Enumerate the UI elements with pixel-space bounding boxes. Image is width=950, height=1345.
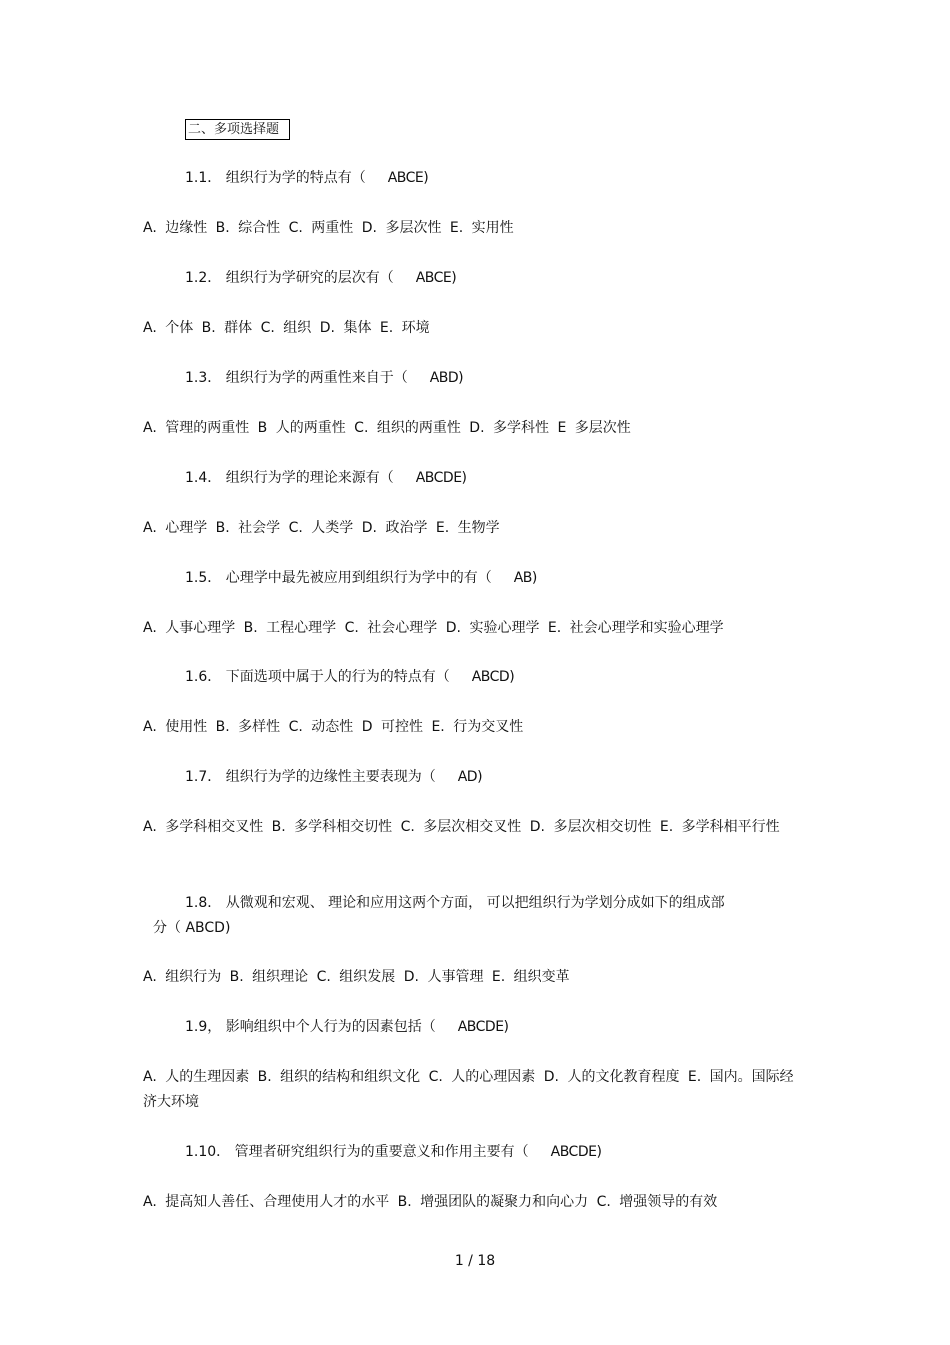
- question-stem: 1.7． 组织行为学的边缘性主要表现为（: [185, 769, 436, 785]
- question-1-9: [185, 1017, 509, 1037]
- section-title: 二、多项选择题: [185, 119, 290, 140]
- question-stem: 1.3． 组织行为学的两重性来自于（: [185, 370, 408, 386]
- question-1-1: [185, 168, 428, 188]
- question-answer: ABCE): [415, 270, 457, 286]
- question-1-2: [185, 268, 456, 288]
- question-answer: ABCE): [387, 170, 429, 186]
- question-answer: ABCD): [471, 669, 515, 685]
- question-stem: 1.6． 下面选项中属于人的行为的特点有（: [185, 669, 450, 685]
- question-answer: ABCDE): [415, 470, 467, 486]
- question-stem-line1: 1.8． 从微观和宏观、 理论和应用这两个方面， 可以把组织行为学划分成如下的组成部: [185, 895, 725, 911]
- question-stem: 1.4． 组织行为学的理论来源有（: [185, 470, 394, 486]
- question-1-1-options: A. 边缘性 B. 综合性 C. 两重性 D. 多层次性 E. 实用性: [143, 220, 514, 236]
- question-1-2-options: A. 个体 B. 群体 C. 组织 D. 集体 E. 环境: [143, 320, 430, 336]
- question-stem: 1.1． 组织行为学的特点有（: [185, 170, 366, 186]
- question-answer: AD): [457, 769, 483, 785]
- question-1-8: [153, 891, 793, 941]
- page-number: 1 / 18: [454, 1253, 496, 1269]
- question-stem: 1.9， 影响组织中个人行为的因素包括（: [185, 1019, 436, 1035]
- question-1-5-options: A. 人事心理学 B. 工程心理学 C. 社会心理学 D. 实验心理学 E. 社会心理学和实验心理学: [143, 620, 724, 636]
- question-stem: 1.2． 组织行为学研究的层次有（: [185, 270, 394, 286]
- question-1-4-options: A. 心理学 B. 社会学 C. 人类学 D. 政治学 E. 生物学: [143, 520, 500, 536]
- question-1-9-options: A. 人的生理因素 B. 组织的结构和组织文化 C. 人的心理因素 D. 人的文化教育程度 E. 国内。国际经济大环境: [143, 1069, 794, 1110]
- question-1-3: [185, 368, 463, 388]
- question-1-8-options: A. 组织行为 B. 组织理论 C. 组织发展 D. 人事管理 E. 组织变革: [143, 969, 570, 985]
- question-1-10: [185, 1142, 601, 1162]
- question-1-4: [185, 468, 467, 488]
- question-stem: 1.10． 管理者研究组织行为的重要意义和作用主要有（: [185, 1144, 529, 1160]
- question-stem-line2: 分（ ABCD): [153, 920, 231, 936]
- question-1-3-options: A. 管理的两重性 B 人的两重性 C. 组织的两重性 D. 多学科性 E 多层次性: [143, 420, 631, 436]
- question-1-6-options: A. 使用性 B. 多样性 C. 动态性 D 可控性 E. 行为交叉性: [143, 719, 524, 735]
- question-1-5: [185, 568, 537, 588]
- question-stem: 1.5． 心理学中最先被应用到组织行为学中的有（: [185, 570, 492, 586]
- question-1-7: [185, 767, 482, 787]
- question-answer: ABCDE): [457, 1019, 509, 1035]
- question-1-10-options: A. 提高知人善任、合理使用人才的水平 B. 增强团队的凝聚力和向心力 C. 增强领导的有效: [143, 1194, 718, 1210]
- question-answer: ABD): [429, 370, 464, 386]
- question-answer: ABCDE): [550, 1144, 602, 1160]
- question-1-7-options: A. 多学科相交叉性 B. 多学科相交切性 C. 多层次相交叉性 D. 多层次相交切性 E. 多学科相平行性: [143, 819, 780, 835]
- question-answer: AB): [513, 570, 537, 586]
- question-1-6: [185, 667, 514, 687]
